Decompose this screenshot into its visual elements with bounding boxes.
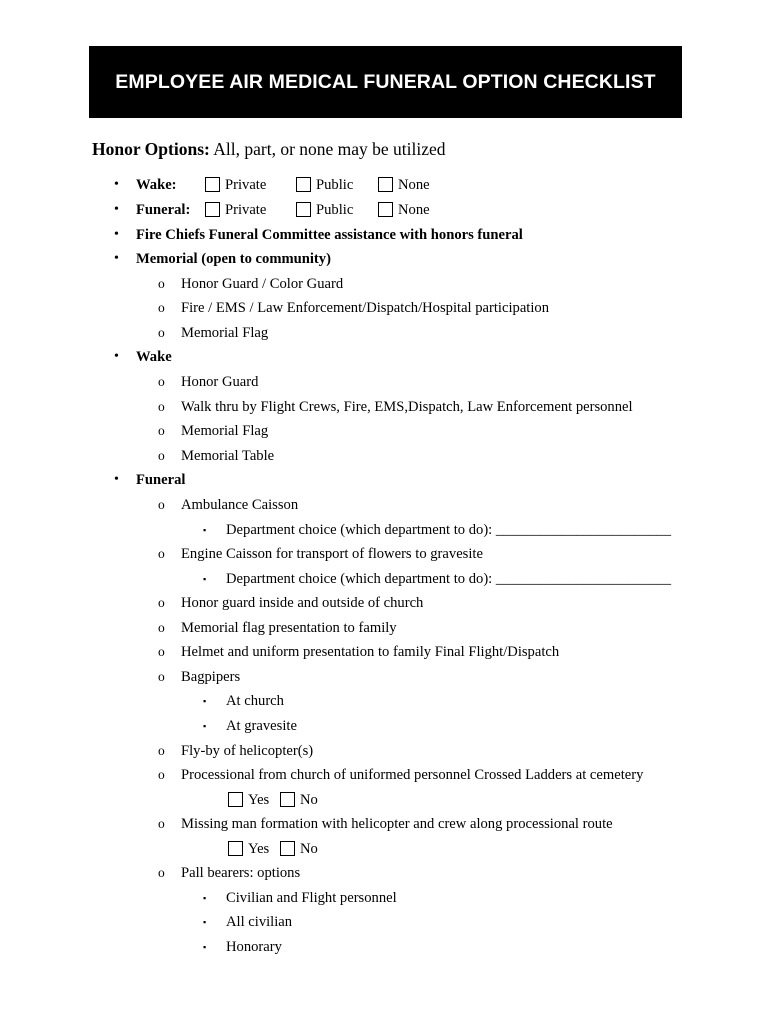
circle-marker: o	[158, 423, 165, 438]
honor-options-label: Honor Options:	[92, 139, 210, 159]
circle-marker: o	[158, 374, 165, 389]
wake-sub-item: Honor Guard	[181, 374, 259, 390]
pall-bearers-sub-item: All civilian	[226, 914, 293, 930]
missing-man-yes-label: Yes	[248, 841, 270, 857]
wake-sub-item: Memorial Table	[181, 448, 275, 464]
bullet-marker: •	[114, 349, 119, 364]
missing-man-no-checkbox[interactable]	[280, 841, 295, 856]
funeral-public-label: Public	[316, 202, 354, 218]
pall-bearers-sub-item: Honorary	[226, 939, 282, 955]
wake-private-label: Private	[225, 177, 267, 193]
wake-heading: Wake	[136, 349, 172, 365]
circle-marker: o	[158, 865, 165, 880]
circle-marker: o	[158, 743, 165, 758]
memorial-heading: Memorial (open to community)	[136, 251, 331, 267]
circle-marker: o	[158, 546, 165, 561]
honor-options-note: All, part, or none may be utilized	[213, 139, 446, 159]
fire-chiefs-item: Fire Chiefs Funeral Committee assistance with honors funeral	[136, 227, 523, 243]
wake-public-checkbox[interactable]	[296, 177, 311, 192]
missing-man-yes-checkbox[interactable]	[228, 841, 243, 856]
wake-sub-item: Walk thru by Flight Crews, Fire, EMS,Dispatch, Law Enforcement personnel	[181, 399, 633, 415]
honor-options-heading	[92, 139, 446, 160]
department-choice-field[interactable]: Department choice (which department to do): ________________________	[226, 522, 672, 538]
funeral-private-label: Private	[225, 202, 267, 218]
memorial-sub-item: Honor Guard / Color Guard	[181, 276, 344, 292]
department-choice-field[interactable]: Department choice (which department to do): ________________________	[226, 571, 672, 587]
bullet-marker: •	[114, 472, 119, 487]
processional-item: Processional from church of uniformed personnel Crossed Ladders at cemetery	[181, 767, 644, 783]
memorial-flag-family-item: Memorial flag presentation to family	[181, 620, 397, 636]
circle-marker: o	[158, 644, 165, 659]
wake-none-label: None	[398, 177, 430, 193]
wake-none-checkbox[interactable]	[378, 177, 393, 192]
square-marker: ▪	[203, 917, 207, 927]
missing-man-no-label: No	[300, 841, 318, 857]
pall-bearers-item: Pall bearers: options	[181, 865, 301, 881]
circle-marker: o	[158, 595, 165, 610]
square-marker: ▪	[203, 696, 207, 706]
wake-private-checkbox[interactable]	[205, 177, 220, 192]
square-marker: ▪	[203, 525, 207, 535]
funeral-none-label: None	[398, 202, 430, 218]
funeral-heading: Funeral	[136, 472, 186, 488]
circle-marker: o	[158, 767, 165, 782]
circle-marker: o	[158, 816, 165, 831]
flyby-item: Fly-by of helicopter(s)	[181, 743, 314, 759]
bullet-marker: •	[114, 202, 119, 217]
bullet-marker: •	[114, 251, 119, 266]
processional-yes-checkbox[interactable]	[228, 792, 243, 807]
circle-marker: o	[158, 669, 165, 684]
processional-no-checkbox[interactable]	[280, 792, 295, 807]
bullet-marker: •	[114, 227, 119, 242]
honor-guard-church-item: Honor guard inside and outside of church	[181, 595, 424, 611]
ambulance-caisson-item: Ambulance Caisson	[181, 497, 299, 513]
circle-marker: o	[158, 497, 165, 512]
square-marker: ▪	[203, 721, 207, 731]
bagpipers-sub-item: At gravesite	[226, 718, 297, 734]
circle-marker: o	[158, 300, 165, 315]
wake-option-label: Wake:	[136, 177, 177, 193]
funeral-option-label: Funeral:	[136, 202, 191, 218]
helmet-uniform-item: Helmet and uniform presentation to family Final Flight/Dispatch	[181, 644, 560, 660]
square-marker: ▪	[203, 942, 207, 952]
funeral-none-checkbox[interactable]	[378, 202, 393, 217]
page-title: EMPLOYEE AIR MEDICAL FUNERAL OPTION CHECKLIST	[115, 70, 656, 93]
wake-sub-item: Memorial Flag	[181, 423, 269, 439]
missing-man-item: Missing man formation with helicopter and crew along processional route	[181, 816, 613, 832]
circle-marker: o	[158, 448, 165, 463]
square-marker: ▪	[203, 893, 207, 903]
circle-marker: o	[158, 325, 165, 340]
title-banner	[89, 46, 682, 118]
funeral-public-checkbox[interactable]	[296, 202, 311, 217]
memorial-sub-item: Fire / EMS / Law Enforcement/Dispatch/Hospital participation	[181, 300, 550, 316]
processional-no-label: No	[300, 792, 318, 808]
memorial-sub-item: Memorial Flag	[181, 325, 269, 341]
circle-marker: o	[158, 399, 165, 414]
circle-marker: o	[158, 620, 165, 635]
bagpipers-item: Bagpipers	[181, 669, 241, 685]
engine-caisson-item: Engine Caisson for transport of flowers to gravesite	[181, 546, 483, 562]
square-marker: ▪	[203, 574, 207, 584]
circle-marker: o	[158, 276, 165, 291]
bullet-marker: •	[114, 177, 119, 192]
processional-yes-label: Yes	[248, 792, 270, 808]
funeral-private-checkbox[interactable]	[205, 202, 220, 217]
pall-bearers-sub-item: Civilian and Flight personnel	[226, 890, 397, 906]
bagpipers-sub-item: At church	[226, 693, 284, 709]
wake-public-label: Public	[316, 177, 354, 193]
